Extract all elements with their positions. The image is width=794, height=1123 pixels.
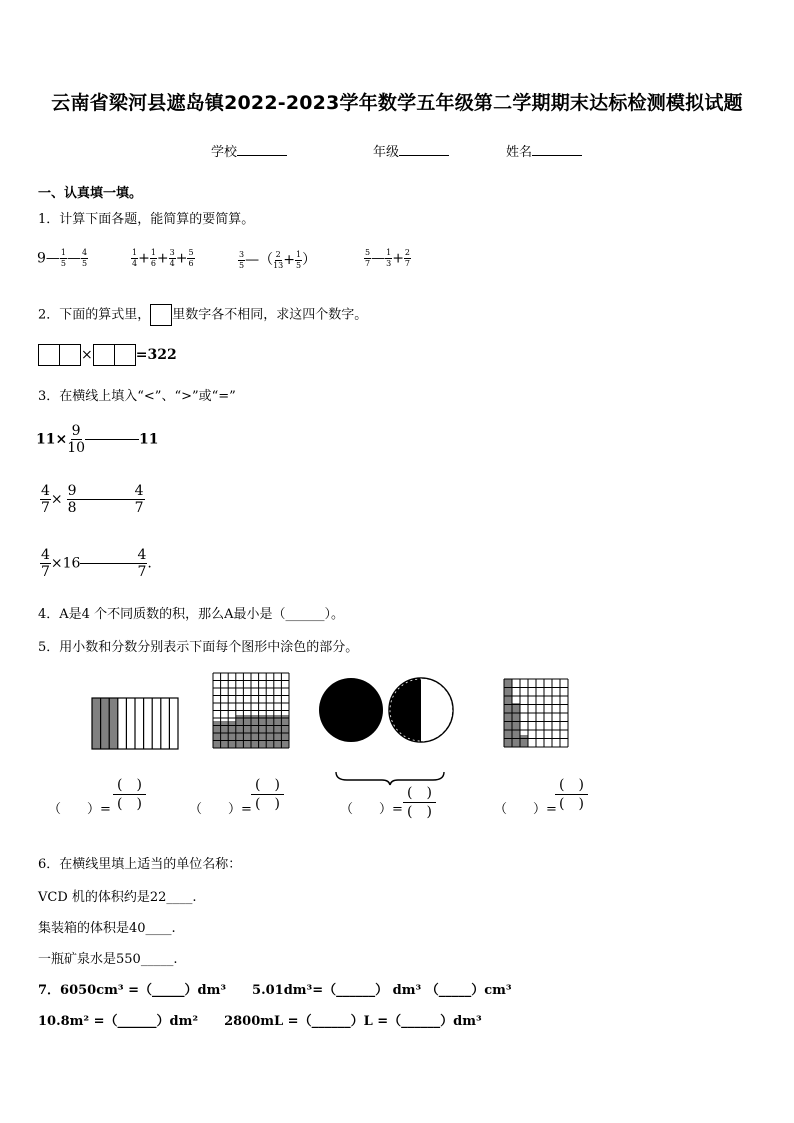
q3-line-3: $\frac{4}{7}$ ×16 $\frac{4}{7}$ . — [41, 547, 152, 580]
q5-answer-4[interactable]: （ ）= — [494, 802, 557, 817]
q3-blank-3[interactable] — [80, 563, 136, 564]
name-blank[interactable] — [532, 155, 582, 156]
school-label: 学校 — [211, 145, 238, 160]
q5-frac-2[interactable]: $\frac{( )}{( )}$ — [251, 778, 284, 811]
figure-strips — [92, 698, 178, 749]
digit-box-2[interactable] — [59, 344, 81, 366]
q7-line-2[interactable]: 10.8m² =（______）dm² 2800mL =（______）L =（______）dm³ — [38, 1014, 482, 1029]
name-label: 姓名 — [506, 145, 533, 160]
q4-text: 4．A是4 个不同质数的积，那么A最小是（______）。 — [38, 607, 344, 622]
grade-label: 年级 — [373, 145, 400, 160]
q3-blank-2[interactable] — [78, 499, 134, 500]
digit-box-1[interactable] — [38, 344, 60, 366]
q5-figures — [0, 665, 794, 760]
q1-text: 1．计算下面各题，能简算的要简算。 — [38, 212, 255, 227]
q6-line-3[interactable]: 一瓶矿泉水是550_____. — [38, 952, 178, 967]
q1-expr-4: $\frac{5}{7}$ — $\frac{1}{3}$ + $\frac{2}{7}$ — [365, 248, 411, 268]
q3-line-1: 11× $\frac{9}{10}$ 11 — [36, 423, 159, 456]
q5-text: 5．用小数和分数分别表示下面每个图形中涂色的部分。 — [38, 640, 359, 655]
section-heading: 一、认真填一填。 — [38, 186, 143, 201]
sample-box — [150, 304, 172, 326]
q2-equation: × =322 — [38, 344, 177, 366]
q6-line-1[interactable]: VCD 机的体积约是22____. — [38, 890, 197, 905]
q5-frac-4[interactable]: $\frac{( )}{( )}$ — [555, 778, 588, 811]
page-title: 云南省梁河县遮岛镇2022-2023学年数学五年级第二学期期末达标检测模拟试题 — [51, 92, 743, 114]
digit-box-4[interactable] — [114, 344, 136, 366]
q3-text: 3．在横线上填入“<”、“>”或“=” — [38, 389, 236, 404]
q7-line-1[interactable]: 7．6050cm³ =（_____）dm³ 5.01dm³=（______） dm³ （_____）cm³ — [38, 983, 512, 998]
grade-blank[interactable] — [399, 155, 449, 156]
figure-grid-1 — [213, 673, 289, 748]
q5-answer-2[interactable]: （ ）= — [189, 802, 252, 817]
q2-result: =322 — [135, 347, 177, 363]
q5-answer-1[interactable]: （ ）= — [48, 802, 111, 817]
q3-blank-1[interactable] — [85, 439, 139, 440]
q3-line-2: $\frac{4}{7}$ × $\frac{9}{8}$ $\frac{4}{7}$ — [41, 483, 144, 516]
q1-expr-3: $\frac{3}{5}$ —（ $\frac{2}{13}$ + $\frac{1}{5}$ ） — [239, 249, 317, 270]
q5-frac-3[interactable]: $\frac{( )}{( )}$ — [403, 786, 436, 819]
school-blank[interactable] — [237, 155, 287, 156]
q6-line-2[interactable]: 集装箱的体积是40____. — [38, 921, 176, 936]
figure-grid-2 — [504, 679, 568, 747]
q6-text: 6．在横线里填上适当的单位名称： — [38, 857, 242, 872]
digit-box-3[interactable] — [93, 344, 115, 366]
q5-frac-1[interactable]: $\frac{( )}{( )}$ — [113, 778, 146, 811]
q5-answer-3[interactable]: （ ）= — [340, 802, 403, 817]
q2-text: 2．下面的算式里， 里数字各不相同，求这四个数字。 — [38, 304, 367, 327]
q1-expr-1: 9— $\frac{1}{5}$ — $\frac{4}{5}$ — [37, 248, 88, 268]
figure-circles — [319, 678, 453, 742]
q1-expr-2: $\frac{1}{4}$ + $\frac{1}{6}$ + $\frac{3}{4}$ + $\frac{5}{6}$ — [132, 248, 194, 268]
brace-icon — [333, 770, 447, 786]
name-field — [506, 141, 582, 160]
school-field — [211, 141, 287, 160]
grade-field — [373, 141, 449, 160]
